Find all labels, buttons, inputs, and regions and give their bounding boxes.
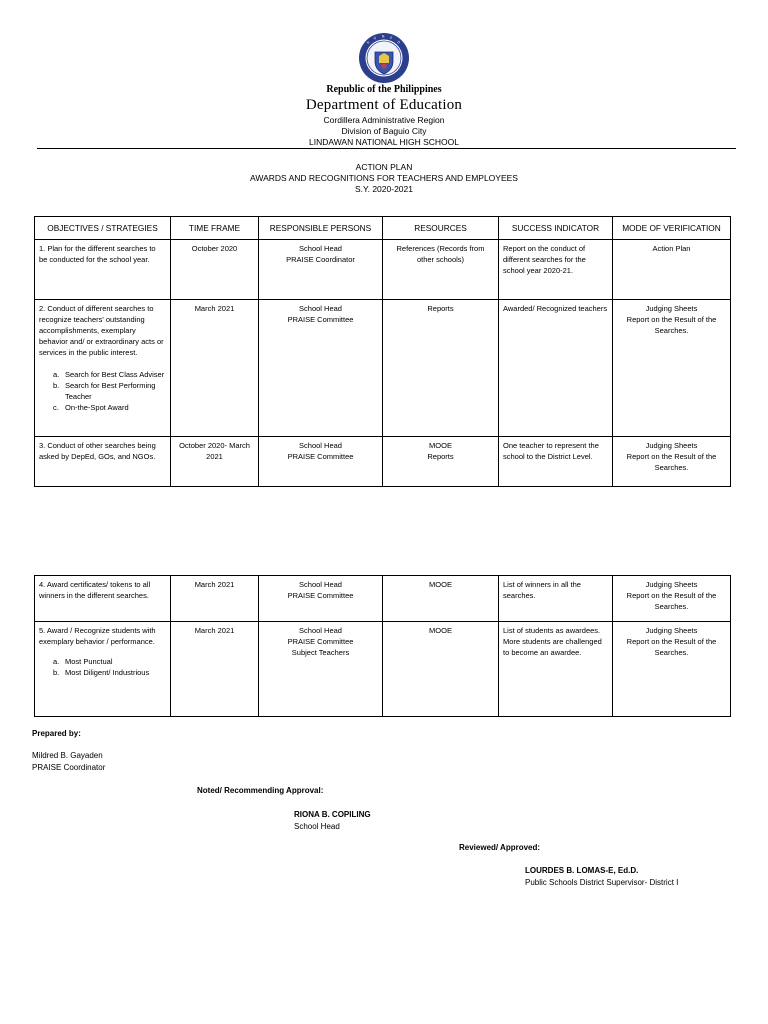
division-line: Division of Baguio City [341,126,427,136]
objective-cell [35,300,171,437]
persons-cell [259,576,383,622]
noted-label: Noted/ Recommending Approval: [197,786,324,795]
column-header: SUCCESS INDICATOR [499,217,613,240]
list-text: Most Punctual [65,657,113,666]
time-frame-cell: October 2020 [171,240,259,300]
indicator-cell: List of winners in all the searches. [499,576,613,622]
table-row [35,437,731,487]
noter-name: RIONA B. COPILING [294,810,371,819]
republic-heading: Republic of the Philippines [326,84,442,95]
list-marker: b. [53,381,60,390]
objective-text: 5. Award / Recognize students with exemplary behavior / performance. [39,626,156,646]
objective-cell [35,622,171,717]
verification-line: Judging Sheets [645,626,698,635]
column-header: TIME FRAME [171,217,259,240]
reviewed-label: Reviewed/ Approved: [459,843,541,852]
person-line: School Head [299,304,342,313]
verification-line: Report on the Result of the Searches. [626,591,717,611]
list-item [39,656,166,667]
objective-cell: 4. Award certificates/ tokens to all winners in the different searches. [35,576,171,622]
objective-text: 2. Conduct of different searches to recognize teachers' outstanding accomplishments, exemplary behavior and/ or extraordinary acts or services in the public interest. [39,304,164,357]
verification-cell [613,240,731,300]
verification-line: Report on the Result of the Searches. [626,452,717,472]
person-line: Subject Teachers [291,648,350,657]
svg-text:E: E [389,35,393,40]
time-frame-cell: October 2020- March 2021 [171,437,259,487]
resources-cell [383,437,499,487]
indicator-cell: List of students as awardees. More students are challenged to become an awardee. [499,622,613,717]
header-divider [37,148,736,149]
list-item [39,380,166,402]
column-header: RESPONSIBLE PERSONS [259,217,383,240]
list-item [39,667,166,678]
time-frame-cell: March 2021 [171,622,259,717]
objective-cell: 1. Plan for the different searches to be conducted for the school year. [35,240,171,300]
svg-text:N: N [382,34,385,39]
reviewer-name: LOURDES B. LOMAS-E, Ed.D. [525,866,639,875]
resources-cell [383,622,499,717]
persons-cell [259,622,383,717]
person-line: PRAISE Committee [287,591,354,600]
person-line: School Head [299,244,342,253]
school-year: S.Y. 2020-2021 [355,184,413,194]
noter-role: School Head [294,822,340,831]
verification-cell [613,437,731,487]
objective-cell: 3. Conduct of other searches being asked by DepEd, GOs, and NGOs. [35,437,171,487]
verification-line: Report on the Result of the Searches. [626,637,717,657]
indicator-cell: Awarded/ Recognized teachers [499,300,613,437]
preparer-name: Mildred B. Gayaden [32,751,103,760]
reviewer-role: Public Schools District Supervisor- District I [525,878,679,887]
resources-cell [383,576,499,622]
plan-subtitle: AWARDS AND RECOGNITIONS FOR TEACHERS AND EMPLOYEES [250,173,518,183]
time-frame-cell: March 2021 [171,300,259,437]
action-plan-table-part-1 [34,216,731,487]
verification-cell [613,576,731,622]
list-text: Search for Best Class Adviser [65,370,165,379]
resources-cell [383,300,499,437]
verification-line: Judging Sheets [645,580,698,589]
time-frame-cell: March 2021 [171,576,259,622]
list-item [39,402,166,413]
region-line: Cordillera Administrative Region [323,115,445,125]
resources-cell [383,240,499,300]
search-list [39,369,166,413]
person-line: School Head [299,580,342,589]
school-name: LINDAWAN NATIONAL HIGH SCHOOL [308,137,460,147]
resource-line: References (Records from other schools) [396,244,485,264]
prepared-by-label: Prepared by: [32,729,81,738]
persons-cell [259,437,383,487]
student-award-list [39,656,166,678]
resource-line: MOOE [429,580,452,589]
column-header: MODE OF VERIFICATION [613,217,731,240]
department-heading: Department of Education [305,97,463,113]
table-row [35,300,731,437]
verification-cell [613,300,731,437]
action-plan-table-part-2 [34,575,731,717]
person-line: School Head [299,626,342,635]
svg-text:G: G [373,35,377,41]
verification-line: Report on the Result of the Searches. [626,315,717,335]
svg-text:D: D [396,40,401,45]
verification-line: Judging Sheets [645,441,698,450]
person-line: PRAISE Committee [287,452,354,461]
person-line: PRAISE Committee [287,637,354,646]
list-text: On-the-Spot Award [65,403,129,412]
person-line: PRAISE Coordinator [286,255,355,264]
verification-line: Action Plan [652,244,691,253]
resource-line: MOOE [429,441,452,450]
indicator-cell: One teacher to represent the school to the District Level. [499,437,613,487]
list-text: Search for Best Performing Teacher [65,381,156,401]
person-line: PRAISE Committee [287,315,354,324]
table-header-row [35,217,731,240]
list-item [39,369,166,380]
persons-cell [259,240,383,300]
person-line: School Head [299,441,342,450]
column-header: OBJECTIVES / STRATEGIES [35,217,171,240]
deped-seal-logo [358,32,410,84]
indicator-cell: Report on the conduct of different searches for the school year 2020-21. [499,240,613,300]
plan-title: ACTION PLAN [355,162,413,172]
preparer-role: PRAISE Coordinator [32,763,106,772]
resource-line: MOOE [429,626,452,635]
list-marker: b. [53,668,60,677]
table-row [35,576,731,622]
list-marker: a. [53,657,60,666]
column-header: RESOURCES [383,217,499,240]
resource-line: Reports [427,452,454,461]
list-marker: a. [53,370,60,379]
verification-line: Judging Sheets [645,304,698,313]
table-row [35,622,731,717]
list-marker: c. [53,403,59,412]
svg-text:K: K [366,40,371,45]
list-text: Most Diligent/ Industrious [65,668,150,677]
persons-cell [259,300,383,437]
table-row [35,240,731,300]
resource-line: Reports [427,304,454,313]
verification-cell [613,622,731,717]
